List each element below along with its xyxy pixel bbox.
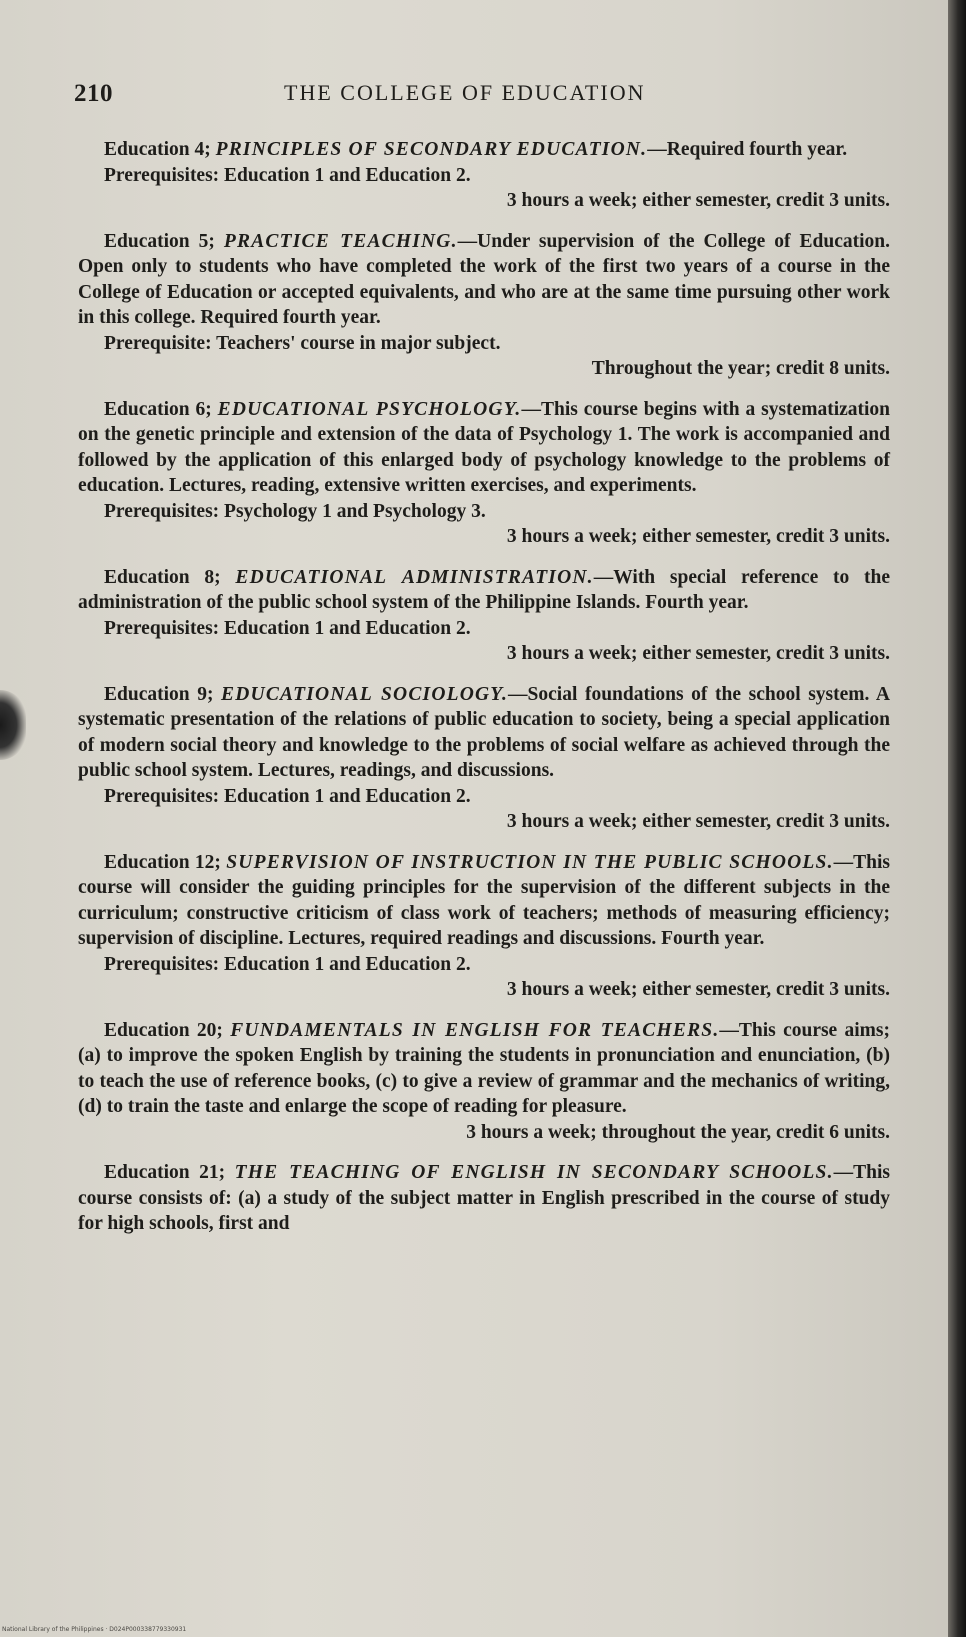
course-credit: 3 hours a week; either semester, credit 3 units. xyxy=(506,190,890,211)
course-title: SUPERVISION OF INSTRUCTION IN THE PUBLIC SCHOOLS. xyxy=(226,851,834,873)
course-title: THE TEACHING OF ENGLISH IN SECONDARY SCHOOLS. xyxy=(234,1162,834,1183)
course-title: EDUCATIONAL SOCIOLOGY. xyxy=(221,683,509,705)
course-id: Education 8; xyxy=(104,566,221,588)
page-number: 210 xyxy=(74,80,113,107)
course-entry-education-12 xyxy=(78,850,890,1003)
course-description xyxy=(78,137,890,163)
course-id: Education 9; xyxy=(104,683,214,705)
course-id: Education 4; xyxy=(104,139,211,160)
course-title: EDUCATIONAL ADMINISTRATION. xyxy=(235,566,594,588)
course-text: —This course consists of: (a) a study of the subject matter in English prescribed in the course of study for high schools, first and xyxy=(78,1162,891,1234)
course-title: PRINCIPLES OF SECONDARY EDUCATION. xyxy=(215,139,648,160)
scan-source-note: National Library of the Philippines · D024P000338779330931 xyxy=(2,1626,187,1633)
course-text: —Required fourth year. xyxy=(647,139,848,160)
course-credit: Throughout the year; credit 8 units. xyxy=(591,358,890,379)
course-description xyxy=(78,565,890,616)
course-text: —With special reference to the administration of the public school system of the Philippine Islands. Fourth year. xyxy=(78,566,891,613)
running-title: THE COLLEGE OF EDUCATION xyxy=(284,80,646,105)
course-id: Education 6; xyxy=(104,398,212,420)
course-entry-education-6 xyxy=(78,397,890,550)
course-description xyxy=(78,682,890,784)
course-title: EDUCATIONAL PSYCHOLOGY. xyxy=(217,398,522,420)
course-text: —Under supervision of the College of Education. Open only to students who have completed the work of the first two years of a course in the College of Education or accepted equivalents, and who are at the same time pursuing other work in this college. Required fourth year. xyxy=(78,230,891,328)
course-id: Education 12; xyxy=(104,851,221,873)
course-prerequisites: Prerequisites: Education 1 and Education 2. xyxy=(104,785,471,807)
course-id: Education 20; xyxy=(104,1019,223,1041)
course-credit: 3 hours a week; either semester, credit 3 units. xyxy=(506,526,890,547)
course-credit: 3 hours a week; either semester, credit 3 units. xyxy=(506,979,890,1000)
course-description xyxy=(78,397,890,499)
page-header xyxy=(74,80,894,116)
course-entry-education-4 xyxy=(78,137,890,214)
course-text: —Social foundations of the school system. A systematic presentation of the relations of public education to society, being a special application of modern social theory and knowledge to the problems of social welfare as achieved through the public school system. Lectures, readings, and discussions. xyxy=(78,683,890,781)
course-prerequisites: Prerequisites: Psychology 1 and Psychology 3. xyxy=(104,500,486,522)
course-id: Education 5; xyxy=(104,230,215,252)
course-prerequisites: Prerequisites: Education 1 and Education 2. xyxy=(104,617,471,639)
course-credit: 3 hours a week; either semester, credit 3 units. xyxy=(506,643,890,664)
course-entry-education-20 xyxy=(78,1018,890,1146)
course-prerequisites: Prerequisites: Education 1 and Education 2. xyxy=(104,953,471,975)
course-text: —This course begins with a systematization on the genetic principle and extension of the data of Psychology 1. The work is accompanied and followed by the application of this enlarged body of psychology knowledge to the problems of education. Lectures, reading, extensive written exercises, and experiments. xyxy=(78,398,891,496)
course-title: PRACTICE TEACHING. xyxy=(223,230,458,252)
course-description xyxy=(78,1160,890,1237)
course-text: —This course will consider the guiding principles for the supervision of the different subjects in the curriculum; constructive criticism of class work of teachers; methods of measuring efficiency; supervision of discipline. Lectures, required readings and discussions. Fourth year. xyxy=(78,851,891,949)
course-text: —This course aims; (a) to improve the spoken English by training the students in pronunciation and enunciation, (b) to teach the use of reference books, (c) to give a review of grammar and the mechanics of writing, (d) to train the taste and enlarge the scope of reading for pleasure. xyxy=(78,1019,891,1117)
course-entry-education-5 xyxy=(78,229,890,382)
book-binding-edge xyxy=(948,0,966,1637)
course-description xyxy=(78,850,890,952)
course-entry-education-9 xyxy=(78,682,890,835)
course-entry-education-21 xyxy=(78,1160,890,1237)
course-description xyxy=(78,229,890,331)
course-description xyxy=(78,1018,890,1120)
course-credit: 3 hours a week; either semester, credit 3 units. xyxy=(506,811,890,832)
course-credit: 3 hours a week; throughout the year, credit 6 units. xyxy=(466,1121,890,1143)
course-title: FUNDAMENTALS IN ENGLISH FOR TEACHERS. xyxy=(230,1019,720,1041)
course-prerequisites: Prerequisites: Education 1 and Education 2. xyxy=(104,164,471,186)
course-entry-education-8 xyxy=(78,565,890,667)
course-prerequisites: Prerequisite: Teachers' course in major subject. xyxy=(104,332,501,354)
course-id: Education 21; xyxy=(104,1162,226,1183)
course-list xyxy=(78,137,890,1252)
